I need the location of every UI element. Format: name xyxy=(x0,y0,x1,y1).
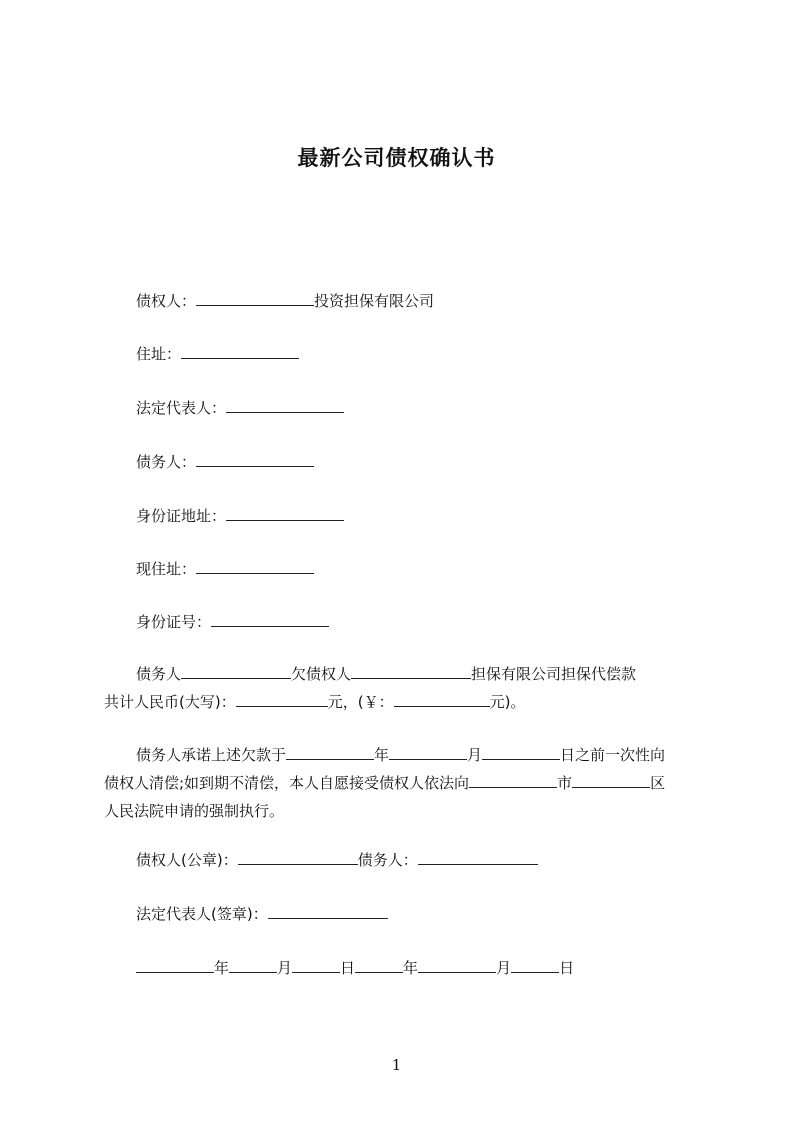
debtor-text: 债务人 xyxy=(136,665,182,683)
amount-words-blank[interactable] xyxy=(236,692,328,707)
current-address-line xyxy=(136,559,314,579)
day-text: 日 xyxy=(340,959,356,977)
date-line xyxy=(136,958,574,978)
creditor-label: 债权人： xyxy=(136,292,197,310)
address-blank[interactable] xyxy=(181,344,299,359)
day-text: 日 xyxy=(559,959,575,977)
year-blank[interactable] xyxy=(286,745,374,760)
month-text: 月 xyxy=(277,959,293,977)
creditor-month-blank[interactable] xyxy=(229,958,277,973)
district-text: 区 xyxy=(650,774,666,792)
legal-rep-label: 法定代表人： xyxy=(136,399,227,417)
repayment-paragraph xyxy=(104,741,700,825)
paragraph-line xyxy=(104,688,700,716)
year-text: 年 xyxy=(374,746,390,764)
district-blank[interactable] xyxy=(572,773,650,788)
page-number: 1 xyxy=(391,1056,402,1074)
id-number-label: 身份证号： xyxy=(136,613,212,631)
address-label: 住址： xyxy=(136,345,182,363)
legal-rep-sign-blank[interactable] xyxy=(268,904,388,919)
debtor-month-blank[interactable] xyxy=(418,958,496,973)
document-title: 最新公司债权确认书 xyxy=(297,146,496,170)
legal-rep-sign-label: 法定代表人(签章)： xyxy=(136,905,268,923)
city-blank[interactable] xyxy=(469,773,557,788)
debtor-line xyxy=(136,452,314,472)
id-number-blank[interactable] xyxy=(211,612,329,627)
signature-line-2 xyxy=(136,904,388,924)
year-text: 年 xyxy=(214,959,230,977)
signature-line-1 xyxy=(136,850,538,870)
debtor-sign-blank[interactable] xyxy=(418,850,538,865)
paragraph-line xyxy=(104,769,700,797)
debtor-sign-label: 债务人： xyxy=(357,851,418,869)
current-address-label: 现住址： xyxy=(136,560,197,578)
id-address-line xyxy=(136,506,344,526)
debtor-label: 债务人： xyxy=(136,453,197,471)
before-day-text: 日之前一次性向 xyxy=(560,746,666,764)
id-number-line xyxy=(136,612,329,632)
creditor-suffix: 投资担保有限公司 xyxy=(314,292,435,310)
current-address-blank[interactable] xyxy=(196,559,314,574)
month-text: 月 xyxy=(467,746,483,764)
creditor-day-blank[interactable] xyxy=(292,958,340,973)
creditor-seal-label: 债权人(公章)： xyxy=(136,851,238,869)
debtor-year-blank[interactable] xyxy=(355,958,403,973)
creditor-seal-blank[interactable] xyxy=(238,850,358,865)
month-text: 月 xyxy=(496,959,512,977)
id-address-blank[interactable] xyxy=(226,506,344,521)
total-label: 共计人民币(大写)： xyxy=(104,693,236,711)
creditor-blank[interactable] xyxy=(196,291,314,306)
debtor-blank[interactable] xyxy=(196,452,314,467)
day-blank[interactable] xyxy=(482,745,560,760)
paragraph-line xyxy=(104,797,700,825)
repayment-intro: 债务人承诺上述欠款于 xyxy=(136,746,287,764)
yuan-close-text: 元)。 xyxy=(489,693,526,711)
id-address-label: 身份证地址： xyxy=(136,507,227,525)
debtor-day-blank[interactable] xyxy=(511,958,559,973)
yuan-text: 元，(￥： xyxy=(327,693,394,711)
repayment-line2: 债权人清偿;如到期不清偿，本人自愿接受债权人依法向 xyxy=(104,774,470,792)
paragraph-line xyxy=(104,660,700,688)
creditor-line xyxy=(136,291,434,311)
creditor-year-blank[interactable] xyxy=(136,958,214,973)
legal-rep-line xyxy=(136,398,344,418)
year-text: 年 xyxy=(403,959,419,977)
owes-creditor-text: 欠债权人 xyxy=(291,665,352,683)
month-blank[interactable] xyxy=(389,745,467,760)
paragraph-line xyxy=(104,741,700,769)
address-line xyxy=(136,344,299,364)
debtor-name-blank[interactable] xyxy=(181,664,291,679)
repayment-line3: 人民法院申请的强制执行。 xyxy=(104,802,285,820)
legal-rep-blank[interactable] xyxy=(226,398,344,413)
debt-amount-paragraph xyxy=(104,660,700,716)
guarantee-text: 担保有限公司担保代偿款 xyxy=(471,665,637,683)
city-text: 市 xyxy=(557,774,573,792)
creditor-name-blank[interactable] xyxy=(351,664,471,679)
amount-number-blank[interactable] xyxy=(394,692,490,707)
